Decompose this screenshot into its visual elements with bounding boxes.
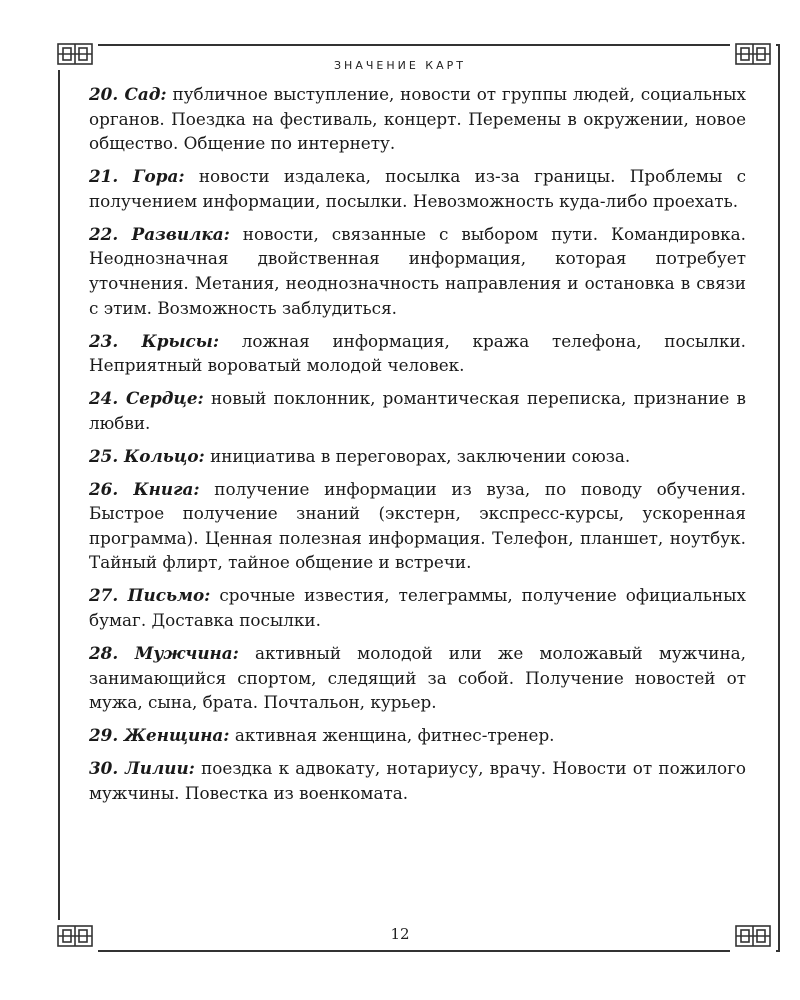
entry-text: публичное выступление, новости от группы людей, социальных органов. Поездка на фестиваль, концерт. Перемены в окружении, новое общество. Общение по интернету. bbox=[89, 84, 746, 154]
entry-24 bbox=[89, 386, 746, 435]
entry-30 bbox=[89, 756, 746, 805]
entry-term: 26. Книга: bbox=[89, 478, 200, 499]
entry-26 bbox=[89, 477, 746, 575]
entry-text: новый поклонник, романтическая переписка, признание в любви. bbox=[89, 388, 747, 433]
entry-term: 30. Лилии: bbox=[89, 758, 195, 779]
entry-term: 21. Гора: bbox=[89, 166, 185, 187]
entry-term: 20. Сад: bbox=[89, 84, 167, 104]
entry-text: ложная информация, кража телефона, посылки. Неприятный вороватый молодой человек. bbox=[89, 330, 746, 376]
entry-text: новости издалека, посылка из-за границы. Проблемы с получением информации, посылки. Невозможность куда-либо проехать. bbox=[89, 166, 746, 211]
entry-term: 25. Кольцо: bbox=[89, 445, 205, 466]
entry-term: 24. Сердце: bbox=[89, 388, 204, 409]
entry-29 bbox=[89, 723, 746, 748]
entry-23 bbox=[89, 329, 746, 378]
entry-term: 22. Развилка: bbox=[89, 223, 230, 244]
entry-21 bbox=[89, 164, 746, 213]
entry-term: 27. Письмо: bbox=[89, 585, 211, 606]
entry-text: срочные известия, телеграммы, получение официальных бумаг. Доставка посылки. bbox=[89, 585, 746, 631]
entry-28 bbox=[89, 641, 746, 715]
entry-term: 23. Крысы: bbox=[89, 330, 220, 351]
entry-text: активный молодой или же моложавый мужчина, занимающийся спортом, следящий за собой. Получение новостей от мужа, сына, брата. Почтальон, курьер. bbox=[89, 643, 747, 713]
entry-27 bbox=[89, 583, 746, 632]
entry-text: активная женщина, фитнес-тренер. bbox=[234, 725, 555, 746]
page-number: 12 bbox=[390, 925, 410, 943]
entry-term: 28. Мужчина: bbox=[89, 643, 239, 663]
entry-text: инициатива в переговорах, заключении союза. bbox=[210, 445, 631, 466]
entry-22 bbox=[89, 222, 746, 320]
entry-text: новости, связанные с выбором пути. Командировка. Неоднозначная двойственная информация, которая потребует уточнения. Метания, неоднозначность направления и остановка в связи с этим. Возможность заблудиться. bbox=[89, 223, 746, 318]
entry-term: 29. Женщина: bbox=[89, 725, 230, 746]
entry-text: получение информации из вуза, по поводу обучения. Быстрое получение знаний (экстерн, экспресс-курсы, ускоренная программа). Ценная полезная информация. Телефон, планшет, ноутбук. Тайный флирт, тайное общение и встречи. bbox=[89, 478, 746, 573]
entry-text: поездка к адвокату, нотариусу, врачу. Новости от пожилого мужчины. Повестка из военкомата. bbox=[89, 758, 746, 803]
entry-20 bbox=[89, 82, 746, 156]
running-header: ЗНАЧЕНИЕ КАРТ bbox=[334, 59, 466, 72]
entry-25 bbox=[89, 444, 746, 469]
entry-list bbox=[89, 82, 746, 814]
